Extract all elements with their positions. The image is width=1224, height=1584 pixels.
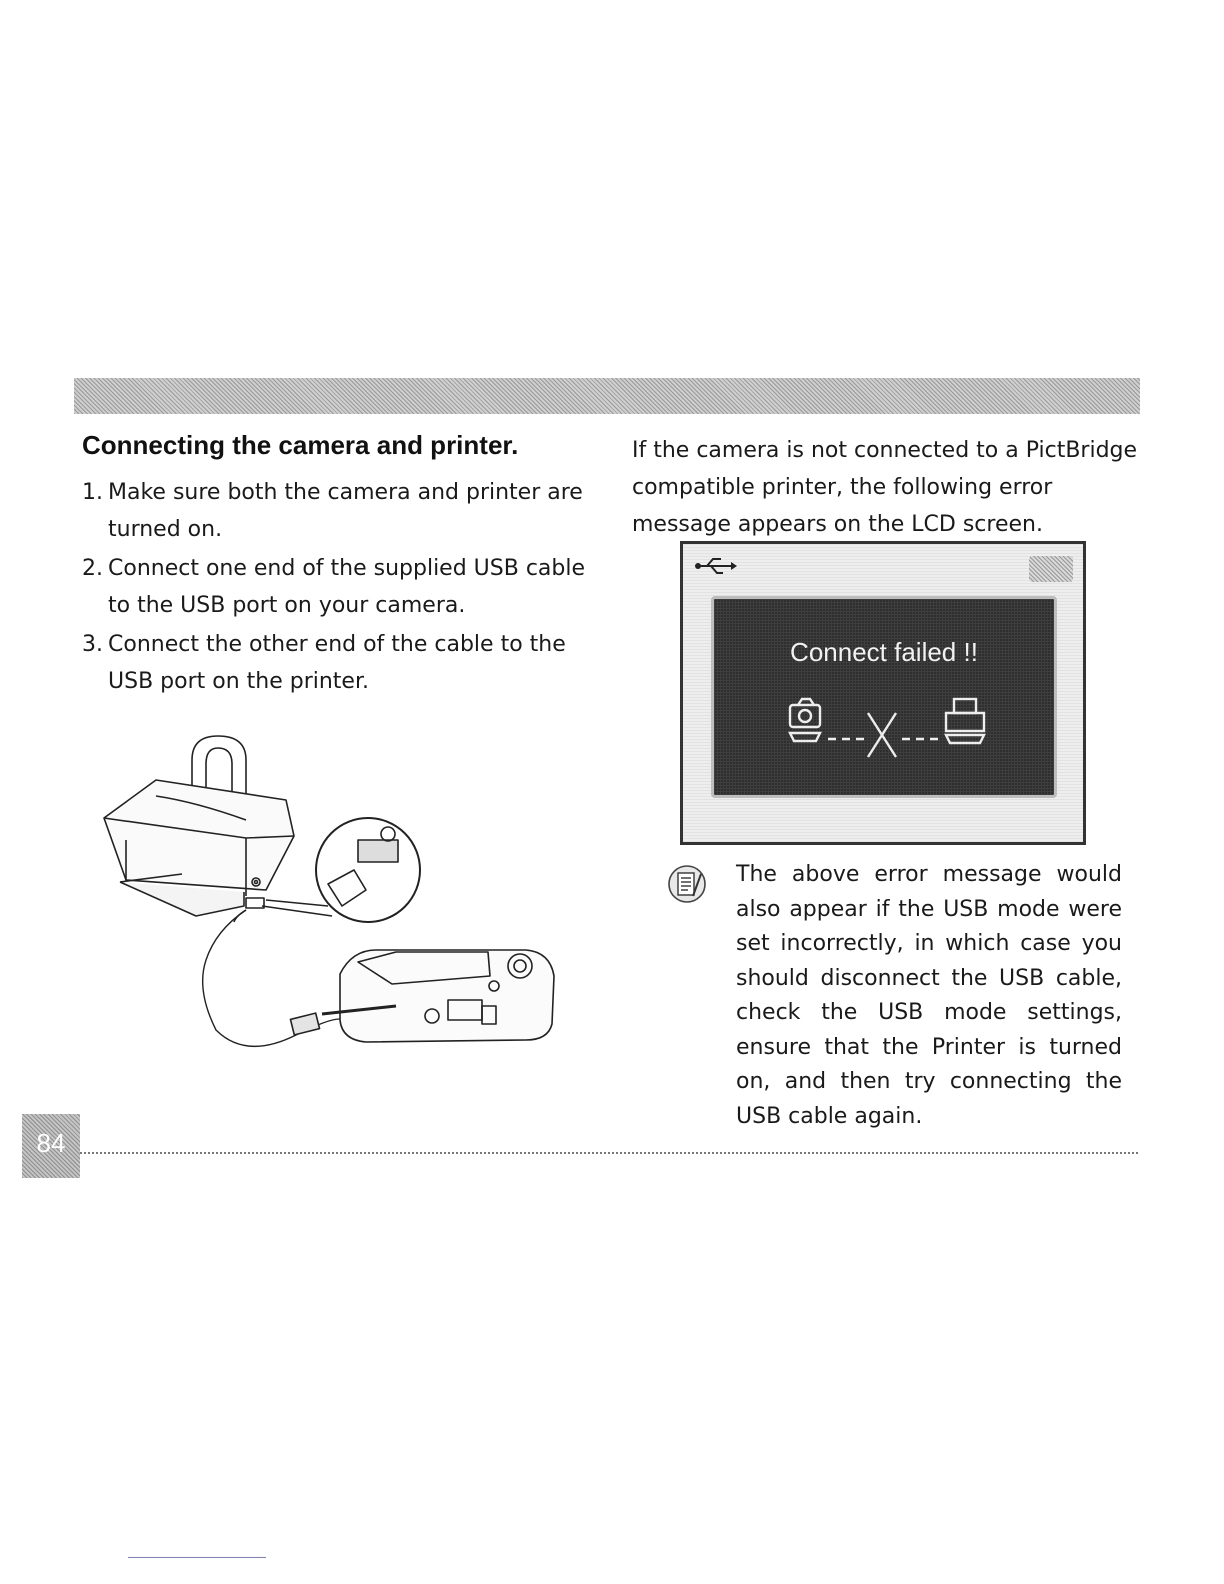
step-item (82, 474, 602, 548)
page-number-badge (22, 1114, 80, 1178)
steps-list (82, 474, 602, 702)
battery-indicator-icon (1029, 556, 1073, 582)
connection-failed-diagram (784, 695, 994, 765)
usb-icon (693, 556, 737, 576)
note-text: The above error message would also appear if the USB mode were set incorrectly, in which case you should disconnect the USB cable, check the USB mode settings, ensure that the Printer is turned on, and then try connecting the USB cable again. (736, 862, 1122, 1129)
intro-paragraph: If the camera is not connected to a PictBridge compatible printer, the following error message appears on the LCD screen. (632, 438, 1138, 537)
page-number: 84 (36, 1128, 66, 1158)
step-number: 1. (82, 480, 103, 505)
error-message: Connect failed !! (790, 637, 978, 667)
footer-divider (80, 1152, 1138, 1154)
section-header-band (74, 378, 1140, 414)
bottom-rule (128, 1557, 266, 1558)
step-number: 2. (82, 556, 103, 581)
step-number: 3. (82, 632, 103, 657)
step-text: Connect one end of the supplied USB cable to the USB port on your camera. (108, 556, 586, 618)
printer-camera-illustration (96, 730, 576, 1060)
error-dialog (711, 596, 1057, 798)
camera-icon (790, 705, 820, 727)
lcd-screen (680, 541, 1086, 845)
step-item (82, 550, 602, 624)
section-title: Connecting the camera and printer. (82, 430, 519, 460)
printer-icon (954, 699, 976, 713)
step-item (82, 626, 602, 700)
note-icon (667, 862, 709, 908)
step-text: Make sure both the camera and printer are turned on. (108, 480, 583, 542)
step-text: Connect the other end of the cable to the USB port on the printer. (108, 632, 566, 694)
